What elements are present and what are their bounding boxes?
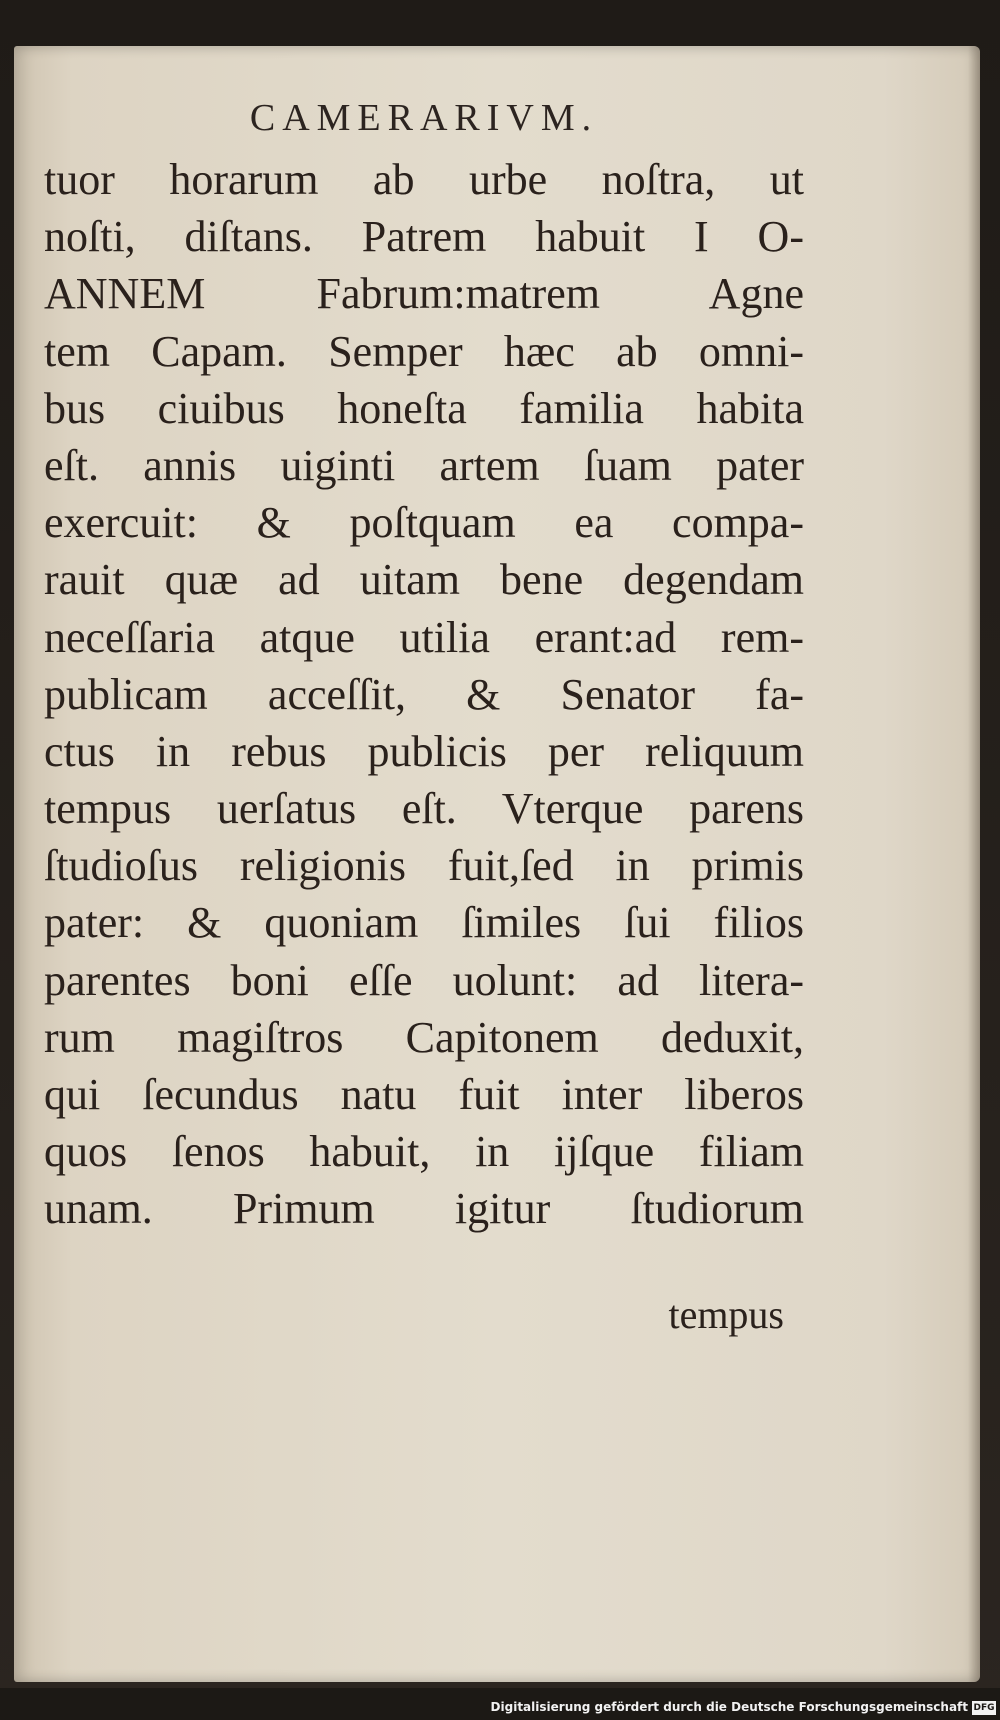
running-head: CAMERARIVM. [249,97,599,139]
text-line: tem Capam. Semper hæc ab omni- [44,326,804,376]
text-line: quos ſenos habuit, in ijſque filiam [44,1127,804,1177]
catchword: tempus [668,1292,784,1337]
text-line: publicam acceſſit, & Senator fa- [44,669,804,719]
text-line: tempus uerſatus eſt. Vterque parens [44,784,804,834]
text-line: neceſſaria atque utilia erant:ad rem- [44,612,804,662]
text-line: eſt. annis uiginti artem ſuam pater [44,440,804,490]
text-line: qui ſecundus natu fuit inter liberos [44,1070,804,1119]
funding-credit: Digitalisierung gefördert durch die Deutsche Forschungsgemeinschaft [490,1700,968,1714]
book-page [14,46,980,1682]
text-block [44,151,804,1238]
text-line: parentes boni eſſe uolunt: ad litera- [44,955,804,1005]
dfg-logo: DFG [973,1703,995,1713]
text-line: exercuit: & poſtquam ea compa- [44,498,804,548]
footer-bar [0,1688,1000,1720]
text-line: tuor horarum ab urbe noſtra, ut [44,155,804,204]
text-line: noſti, diſtans. Patrem habuit I O- [44,212,804,262]
text-line: ctus in rebus publicis per reliquum [44,726,804,776]
text-line: rum magiſtros Capitonem deduxit, [44,1012,804,1062]
text-line: ANNEM Fabrum:matrem Agne [44,269,804,319]
text-line: rauit quæ ad uitam bene degendam [44,555,804,605]
page-edge-shadow [968,46,980,1682]
text-line: pater: & quoniam ſimiles ſui filios [44,898,804,948]
text-line: ſtudioſus religionis fuit,ſed in primis [44,841,804,891]
text-line: unam. Primum igitur ſtudiorum [44,1184,804,1234]
text-line: bus ciuibus honeſta familia habita [44,383,804,433]
